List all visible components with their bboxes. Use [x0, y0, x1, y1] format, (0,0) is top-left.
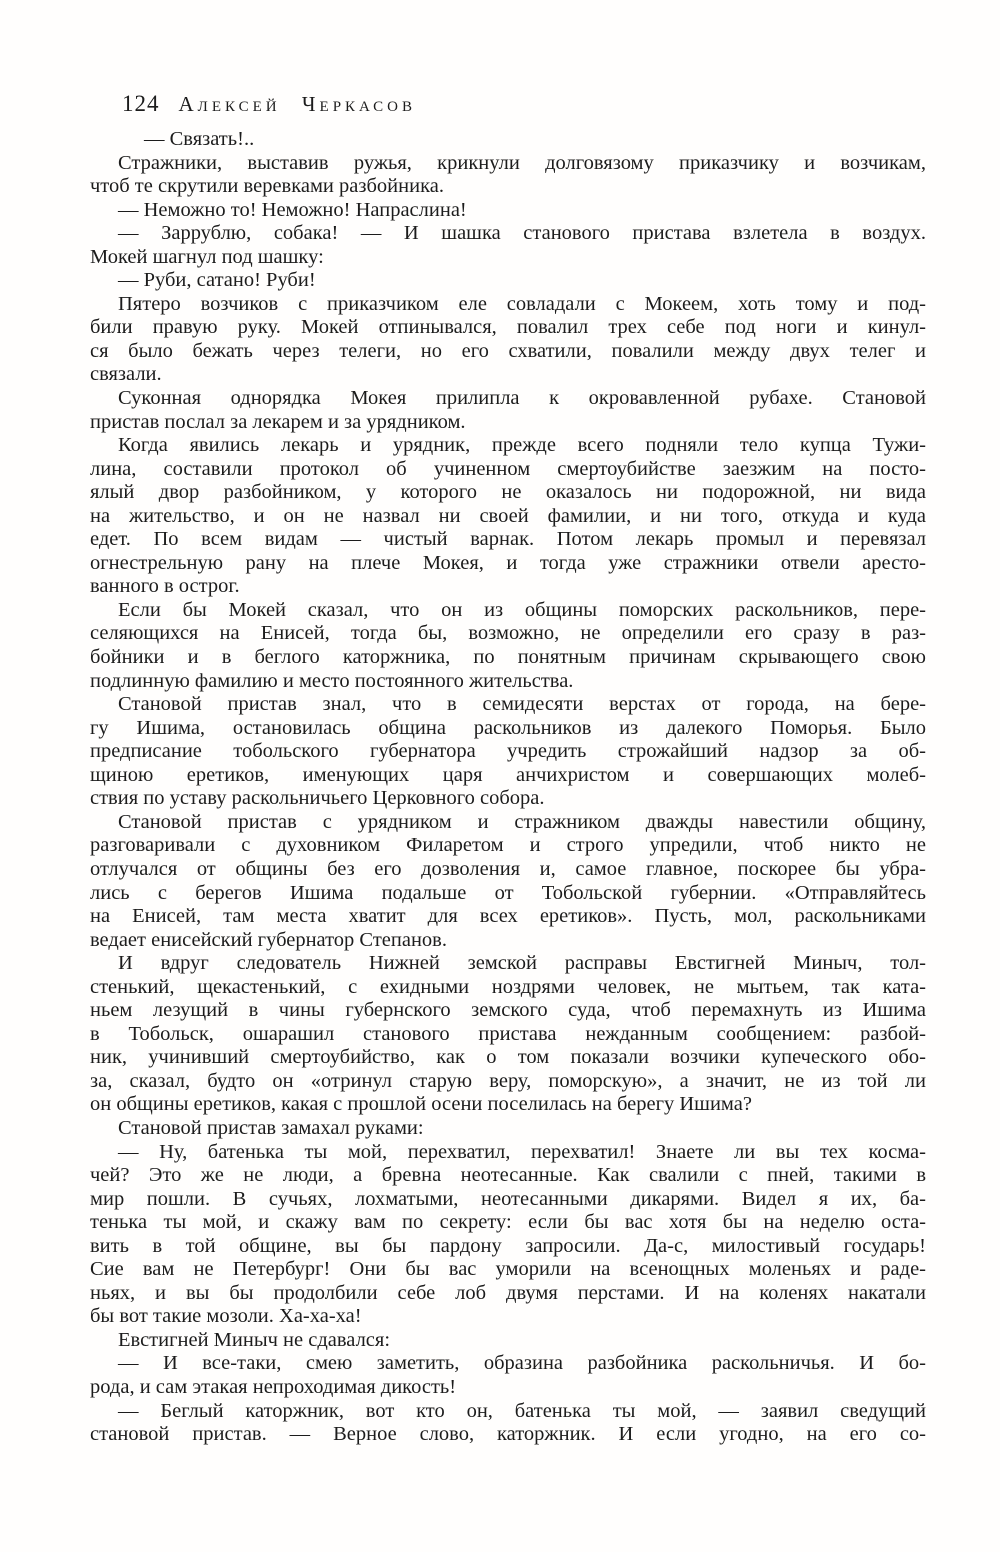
text-line: Евстигней Миныч не сдавался:	[118, 1328, 391, 1351]
text-line: Становой пристав знал, что в семидесяти верстах от города, на бере-	[118, 693, 926, 716]
text-line: связали.	[90, 363, 162, 386]
paragraph	[90, 693, 926, 811]
running-head	[122, 92, 416, 115]
text-line: — И все-таки, смею заметить, образина разбойника раскольничья. И бо-	[118, 1352, 926, 1375]
text-line: разговаривали с духовником Филаретом и строго упредили, чтоб никто не	[90, 834, 926, 857]
text-line: — Связать!..	[144, 128, 255, 150]
text-line: били правую руку. Мокей отпинывался, повалил трех себе под ноги и кинул-	[90, 316, 926, 339]
paragraph	[90, 222, 926, 269]
paragraph	[90, 269, 926, 293]
paragraph	[90, 199, 926, 223]
paragraph	[90, 293, 926, 387]
text-line: лись с берегов Ишима подальше от Тобольской губернии. «Отправляйтесь	[90, 881, 926, 904]
paragraph	[90, 952, 926, 1117]
text-line: ведает енисейский губернатор Степанов.	[90, 928, 447, 951]
text-line: щиною еретиков, именующих царя анчихристом и совершающих молеб-	[90, 763, 926, 786]
text-line: рода, и сам этакая непроходимая дикость!	[90, 1375, 457, 1398]
text-line: бойники и в беглого каторжника, по понятным причинам скрывающего свою	[90, 646, 926, 669]
text-line: становой пристав. — Верное слово, каторжник. И если угодно, на его со-	[90, 1423, 926, 1446]
paragraph	[90, 1352, 926, 1399]
text-line: Когда явились лекарь и урядник, прежде всего подняли тело купца Тужи-	[118, 434, 926, 457]
text-line: Пятеро возчиков с приказчиком еле совладали с Мокеем, хоть тому и под-	[118, 292, 926, 315]
paragraph	[90, 387, 926, 434]
text-line: гу Ишима, остановилась община раскольников из далекого Поморья. Было	[90, 716, 926, 739]
text-line: чей? Это же не люди, а бревна неотесанные. Как свалили с пней, такими в	[90, 1164, 926, 1187]
text-line: — Заррублю, собака! — И шашка станового пристава взлетела в воздух.	[118, 222, 926, 245]
text-line: И вдруг следователь Нижней земской расправы Евстигней Миныч, тол-	[118, 952, 926, 975]
text-line: ньях, и вы бы продолбили себе лоб двумя перстами. И на коленях накатали	[90, 1281, 926, 1304]
text-line: ник, учинивший смертоубийство, как о том показали возчики купеческого обо-	[90, 1046, 926, 1069]
text-line: ся было бежать через телеги, но его схватили, повалили между двух телег и	[90, 339, 926, 362]
text-line: ялый двор разбойником, у которого не оказалось ни подорожной, ни вида	[90, 481, 926, 504]
text-line: Если бы Мокей сказал, что он из общины поморских раскольников, пере-	[118, 598, 926, 621]
text-line: Суконная однорядка Мокея прилипла к окровавленной рубахе. Становой	[118, 387, 926, 410]
paragraph	[90, 434, 926, 599]
text-line: он общины еретиков, какая с прошлой осени поселилась на берегу Ишима?	[90, 1093, 752, 1116]
text-line: пристав послал за лекарем и за урядником.	[90, 410, 466, 433]
paragraph	[90, 1329, 926, 1353]
paragraph	[90, 599, 926, 693]
text-line: на жительство, и он не назвал ни своей фамилии, и ни того, откуда и куда	[90, 504, 926, 527]
text-line: Становой пристав с урядником и стражником дважды навестили общину,	[118, 810, 926, 833]
paragraph	[90, 811, 926, 952]
text-line: тенька ты мой, и скажу вам по секрету: если бы вас хотя бы на неделю оста-	[90, 1211, 926, 1234]
paragraph	[90, 128, 926, 152]
page-number: 124	[122, 91, 160, 116]
text-line: огнестрельную рану на плече Мокея, и тогда уже стражники отвели аресто-	[90, 551, 926, 574]
text-line: Становой пристав замахал руками:	[118, 1116, 424, 1139]
text-line: Сие вам не Петербург! Они бы вас уморили на всенощных моленьях и раде-	[90, 1258, 926, 1281]
text-line: — Ну, батенька ты мой, перехватил, перехватил! Знаете ли вы тех косма-	[118, 1140, 926, 1163]
text-line: — Руби, сатано! Руби!	[118, 269, 316, 292]
text-line: чтоб те скрутили веревками разбойника.	[90, 175, 444, 198]
paragraph	[90, 1141, 926, 1329]
text-line: подлинную фамилию и место постоянного жительства.	[90, 669, 574, 692]
text-line: — Неможно то! Неможно! Напраслина!	[118, 198, 467, 221]
text-line: Стражники, выставив ружья, крикнули долговязому приказчику и возчикам,	[118, 151, 926, 174]
text-line: ствия по уставу раскольничьего Церковного собора.	[90, 787, 545, 810]
paragraph	[90, 1400, 926, 1447]
text-line: лина, составили протокол об учиненном смертоубийстве заезжим на посто-	[90, 457, 926, 480]
text-line: ванного в острог.	[90, 575, 240, 598]
text-line: бы вот такие мозоли. Ха-ха-ха!	[90, 1305, 362, 1328]
text-line: едет. По всем видам — чистый варнак. Потом лекарь промыл и перевязал	[90, 528, 926, 551]
text-line: вить в той общине, вы бы пардону запросили. Да-с, милостивый государь!	[90, 1234, 926, 1257]
text-line: — Беглый каторжник, вот кто он, батенька ты мой, — заявил сведущий	[118, 1399, 926, 1422]
text-line: селяющихся на Енисей, тогда бы, возможно, не определили его сразу в раз-	[90, 622, 926, 645]
text-line: отлучался от общины без его дозволения и, самое главное, поскорее бы убра-	[90, 857, 926, 880]
text-line: предписание тобольского губернатора учредить строжайший надзор за об-	[90, 740, 926, 763]
running-title: Алексей Черкасов	[178, 92, 416, 116]
page-text	[90, 128, 926, 1447]
paragraph	[90, 152, 926, 199]
text-line: стенький, щекастенький, с ехидными ноздрями человек, не мытьем, так ката-	[90, 975, 926, 998]
text-line: Мокей шагнул под шашку:	[90, 245, 324, 268]
text-line: мир пошли. В сучьях, лохматыми, неотесанными дикарями. Видел я их, ба-	[90, 1187, 926, 1210]
text-line: в Тобольск, ошарашил станового пристава нежданным сообщением: разбой-	[90, 1022, 926, 1045]
paragraph	[90, 1117, 926, 1141]
text-line: на Енисей, там места хватит для всех еретиков». Пусть, мол, раскольниками	[90, 905, 926, 928]
text-line: ньем лезущий в чины губернского земского суда, чтоб перемахнуть из Ишима	[90, 999, 926, 1022]
text-line: за, сказал, будто он «отринул старую веру, поморскую», а значит, не из той ли	[90, 1069, 926, 1092]
